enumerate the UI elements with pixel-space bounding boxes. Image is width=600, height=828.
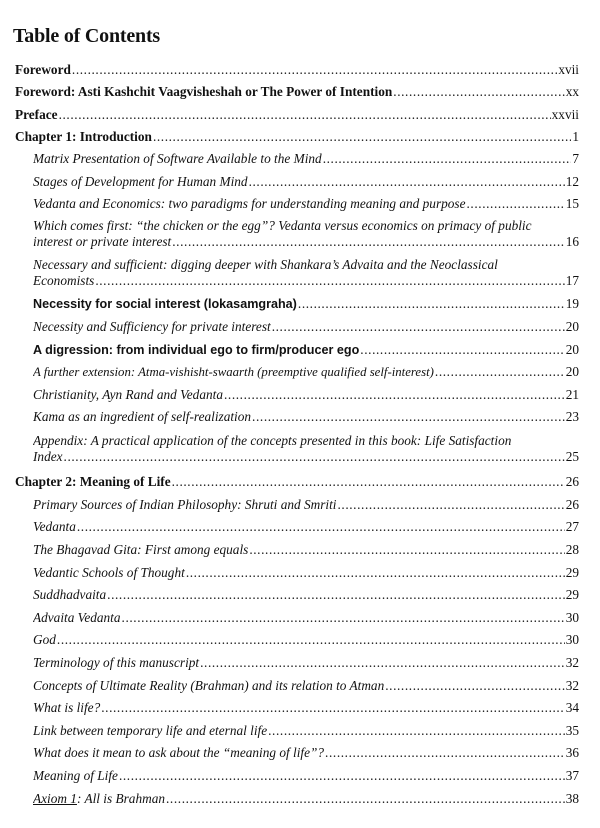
toc-entry-page: 34 [565, 700, 579, 715]
toc-entry-vedantic-schools[interactable] [33, 565, 579, 581]
toc-entry-title: A further extension: Atma-vishisht-swaarth (preemptive qualified self-interest) [33, 365, 434, 379]
dot-leader [186, 565, 565, 581]
dot-leader [435, 364, 565, 380]
toc-entry-title: A digression: from individual ego to firm/producer ego [33, 343, 360, 357]
dot-leader [298, 296, 565, 312]
dot-leader [57, 632, 565, 648]
toc-entry-bhagavad-gita[interactable] [33, 542, 579, 558]
toc-entry-meaning-of-life[interactable] [33, 768, 579, 784]
toc-entry-a-digression[interactable] [33, 342, 579, 358]
dot-leader [224, 387, 565, 403]
dot-leader [72, 62, 557, 78]
toc-entry-title: Necessity for social interest (lokasamgraha) [33, 297, 297, 311]
dot-leader [172, 474, 565, 490]
toc-entry-further-extension[interactable] [33, 364, 579, 380]
toc-entry-christianity-ayn-rand[interactable] [33, 387, 579, 403]
toc-entry-page: 29 [565, 565, 579, 580]
toc-entry-page: xxvii [551, 107, 579, 122]
toc-entry-page: 26 [565, 474, 579, 489]
toc-entry-page: 20 [565, 319, 579, 334]
dot-leader [272, 319, 565, 335]
toc-entry-title: Kama as an ingredient of self-realization [33, 409, 252, 424]
toc-entry-title [33, 791, 165, 807]
dot-leader [122, 610, 565, 626]
toc-entry-title-lead: Axiom 1 [33, 791, 77, 806]
toc-entry-page: 1 [572, 129, 579, 144]
toc-entry-vedanta[interactable] [33, 519, 579, 535]
toc-entry-foreword[interactable] [15, 62, 579, 78]
toc-entry-title: Foreword: Asti Kashchit Vaagvisheshah or The Power of Intention [15, 84, 393, 99]
toc-entry-title: Suddhadvaita [33, 587, 107, 602]
toc-entry-primary-sources[interactable] [33, 497, 579, 513]
toc-entry-title: What is life? [33, 700, 101, 715]
page-title: Table of Contents [13, 25, 160, 47]
toc-entry-page: 20 [565, 342, 579, 357]
dot-leader [77, 519, 565, 535]
toc-entry-title-line1: Appendix: A practical application of the concepts presented in this book: Life Satisfaction [33, 433, 512, 448]
toc-entry-page: 36 [565, 745, 579, 760]
toc-entry-page: 23 [565, 409, 579, 424]
dot-leader [119, 768, 565, 784]
toc-entry-title-line1: Necessary and sufficient: digging deeper with Shankara’s Advaita and the Neoclassical [33, 257, 498, 272]
toc-entry-page: 27 [565, 519, 579, 534]
dot-leader [166, 791, 565, 807]
toc-entry-page: 17 [565, 273, 579, 288]
toc-entry-axiom-1[interactable] [33, 791, 579, 807]
toc-entry-terminology[interactable] [33, 655, 579, 671]
dot-leader [252, 409, 565, 425]
toc-entry-title: Preface [15, 107, 58, 122]
toc-entry-title-line2: Economists [33, 273, 95, 288]
toc-entry-title: Stages of Development for Human Mind [33, 174, 248, 189]
toc-entry-title: God [33, 632, 56, 647]
toc-entry-title: Link between temporary life and eternal life [33, 723, 268, 738]
toc-entry-title: Necessity and Sufficiency for private interest [33, 319, 271, 334]
toc-entry-page: 16 [565, 234, 579, 249]
dot-leader [385, 678, 564, 694]
toc-entry-page: 7 [572, 151, 579, 166]
toc-entry-title: Chapter 2: Meaning of Life [15, 474, 171, 489]
toc-entry-preface[interactable] [15, 107, 579, 123]
dot-leader [268, 723, 565, 739]
toc-entry-page: 35 [565, 723, 579, 738]
toc-entry-foreword-power-of-intention[interactable] [15, 84, 579, 100]
toc-entry-which-comes-first[interactable] [33, 218, 579, 250]
dot-leader [325, 745, 565, 761]
dot-leader [323, 151, 572, 167]
dot-leader [467, 196, 565, 212]
toc-entry-title: The Bhagavad Gita: First among equals [33, 542, 249, 557]
toc-entry-page: 12 [565, 174, 579, 189]
toc-entry-title: Christianity, Ayn Rand and Vedanta [33, 387, 223, 402]
toc-entry-page: 38 [565, 791, 579, 806]
dot-leader [249, 542, 564, 558]
toc-entry-page: 37 [565, 768, 579, 783]
toc-entry-what-does-it-mean[interactable] [33, 745, 579, 761]
toc-entry-link-temporary-eternal[interactable] [33, 723, 579, 739]
toc-entry-what-is-life[interactable] [33, 700, 579, 716]
dot-leader [172, 234, 564, 250]
toc-entry-god[interactable] [33, 632, 579, 648]
dot-leader [64, 449, 565, 465]
toc-entry-page: 26 [565, 497, 579, 512]
toc-entry-title: Matrix Presentation of Software Available to the Mind [33, 151, 322, 166]
toc-entry-title: Concepts of Ultimate Reality (Brahman) and its relation to Atman [33, 678, 385, 693]
toc-entry-title: Vedantic Schools of Thought [33, 565, 185, 580]
toc-entry-matrix-presentation[interactable] [33, 151, 579, 167]
dot-leader [249, 174, 565, 190]
toc-entry-title: Vedanta and Economics: two paradigms for understanding meaning and purpose [33, 196, 466, 211]
toc-entry-title: Vedanta [33, 519, 76, 534]
dot-leader [360, 342, 564, 358]
toc-entry-title: Foreword [15, 62, 71, 77]
toc-entry-necessity-private-interest[interactable] [33, 319, 579, 335]
toc-entry-page: 25 [565, 449, 579, 464]
dot-leader [95, 273, 564, 289]
dot-leader [107, 587, 565, 603]
toc-entry-chapter-1[interactable] [15, 129, 579, 145]
dot-leader [101, 700, 564, 716]
toc-entry-title-line2: interest or private interest [33, 234, 172, 249]
toc-entry-page: xvii [558, 62, 579, 77]
toc-entry-title-line1: Which comes first: “the chicken or the egg”? Vedanta versus economics on primacy of public [33, 218, 532, 233]
dot-leader [59, 107, 551, 123]
toc-entry-title: Primary Sources of Indian Philosophy: Shruti and Smriti [33, 497, 337, 512]
toc-entry-necessity-social-interest[interactable] [33, 296, 579, 312]
dot-leader [200, 655, 565, 671]
toc-entry-kama[interactable] [33, 409, 579, 425]
toc-entry-page: 32 [565, 655, 579, 670]
toc-entry-page: 30 [565, 632, 579, 647]
toc-entry-title: What does it mean to ask about the “meaning of life”? [33, 745, 325, 760]
dot-leader [153, 129, 571, 145]
toc-entry-necessary-and-sufficient[interactable] [33, 257, 579, 289]
dot-leader [393, 84, 564, 100]
toc-entry-page: 28 [565, 542, 579, 557]
toc-entry-page: 30 [565, 610, 579, 625]
toc-entry-title-line2: Index [33, 449, 63, 464]
toc-entry-appendix[interactable] [33, 433, 579, 465]
toc-entry-stages-of-development[interactable] [33, 174, 579, 190]
toc-entry-title: Meaning of Life [33, 768, 118, 783]
toc-entry-page: 15 [565, 196, 579, 211]
toc-entry-page: 32 [565, 678, 579, 693]
toc-entry-concepts-ultimate-reality[interactable] [33, 678, 579, 694]
toc-entry-title: Terminology of this manuscript [33, 655, 200, 670]
toc-entry-suddhadvaita[interactable] [33, 587, 579, 603]
toc-entry-title-rest: : All is Brahman [76, 791, 165, 806]
toc-entry-title: Advaita Vedanta [33, 610, 121, 625]
toc-entry-vedanta-and-economics[interactable] [33, 196, 579, 212]
toc-entry-title: Chapter 1: Introduction [15, 129, 152, 144]
toc-entry-page: 19 [565, 296, 579, 311]
toc-entry-chapter-2[interactable] [15, 474, 579, 490]
toc-entry-page: 21 [565, 387, 579, 402]
toc-entry-page: xx [565, 84, 579, 99]
toc-entry-page: 29 [565, 587, 579, 602]
toc-entry-page: 20 [565, 364, 579, 379]
dot-leader [337, 497, 564, 513]
toc-entry-advaita-vedanta[interactable] [33, 610, 579, 626]
